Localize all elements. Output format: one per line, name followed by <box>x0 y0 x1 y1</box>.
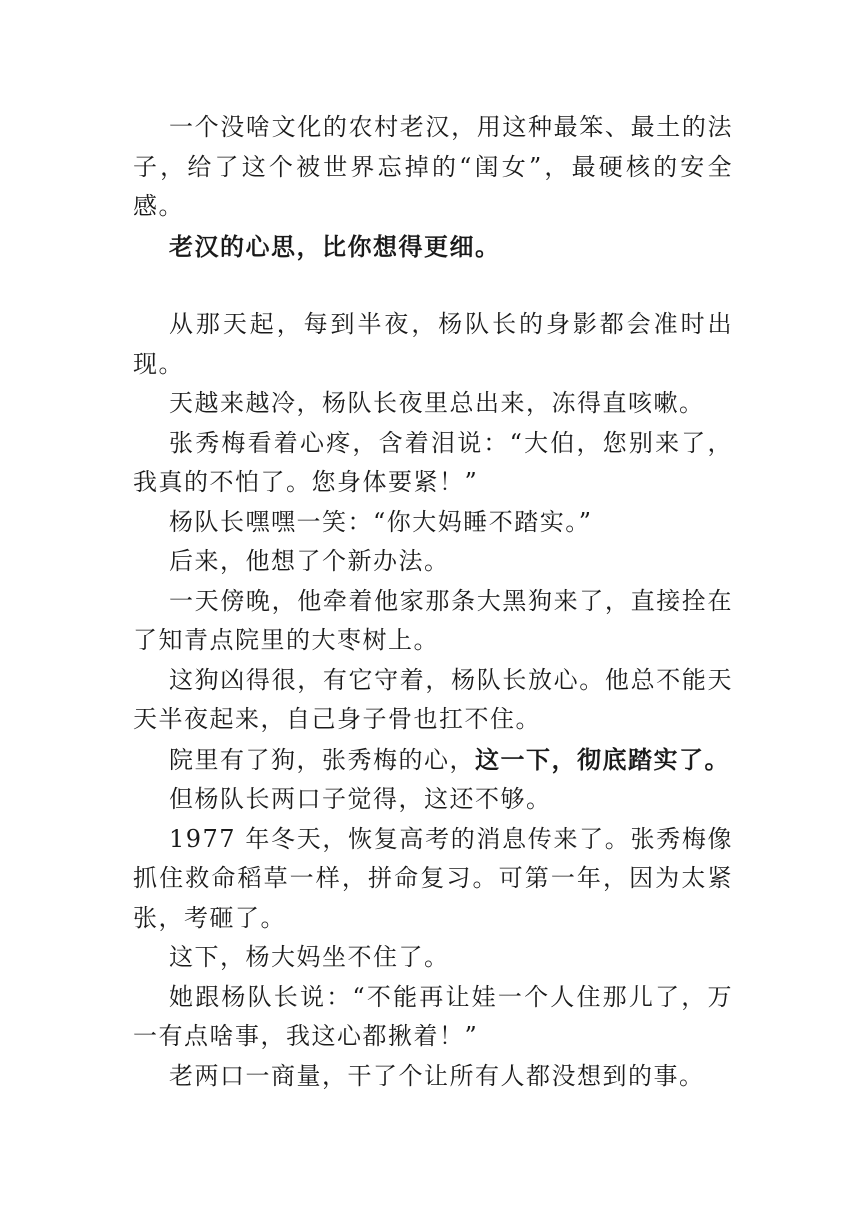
paragraph: 从那天起，每到半夜，杨队长的身影都会准时出现。 <box>133 310 733 378</box>
paragraph: 老两口一商量，干了个让所有人都没想到的事。 <box>169 1061 705 1090</box>
bold-phrase: 这一下，彻底踏实了。 <box>475 744 730 774</box>
paragraph: 张秀梅看着心疼，含着泪说：“大伯，您别来了，我真的不怕了。您身体要紧！” <box>133 428 733 496</box>
bold-paragraph: 老汉的心思，比你想得更细。 <box>169 231 501 261</box>
paragraph: 她跟杨队长说：“不能再让娃一个人住那儿了，万一有点啥事，我这心都揪着！” <box>133 982 733 1050</box>
paragraph: 这狗凶得很，有它守着，杨队长放心。他总不能天天半夜起来，自己身子骨也扛不住。 <box>133 665 733 733</box>
paragraph: 但杨队长两口子觉得，这还不够。 <box>169 785 552 813</box>
document-page <box>133 108 733 1096</box>
mixed-paragraph <box>133 740 733 781</box>
paragraph: 杨队长嘿嘿一笑：“你大妈睡不踏实。” <box>169 507 593 536</box>
paragraph: 一天傍晚，他牵着他家那条大黑狗来了，直接拴在了知青点院里的大枣树上。 <box>133 586 733 654</box>
paragraph: 天越来越冷，杨队长夜里总出来，冻得直咳嗽。 <box>169 389 705 417</box>
paragraph: 1977 年冬天，恢复高考的消息传来了。张秀梅像抓住救命稻草一样，拼命复习。可第一年，因为太紧张，考砸了。 <box>133 824 733 932</box>
paragraph-gap <box>133 266 733 305</box>
paragraph: 一个没啥文化的农村老汉，用这种最笨、最土的法子，给了这个被世界忘掉的“闺女”，最硬核的安全感。 <box>133 113 733 220</box>
paragraph: 后来，他想了个新办法。 <box>169 547 450 575</box>
paragraph: 这下，杨大妈坐不住了。 <box>169 943 450 971</box>
paragraph-text: 院里有了狗，张秀梅的心， <box>169 745 475 774</box>
